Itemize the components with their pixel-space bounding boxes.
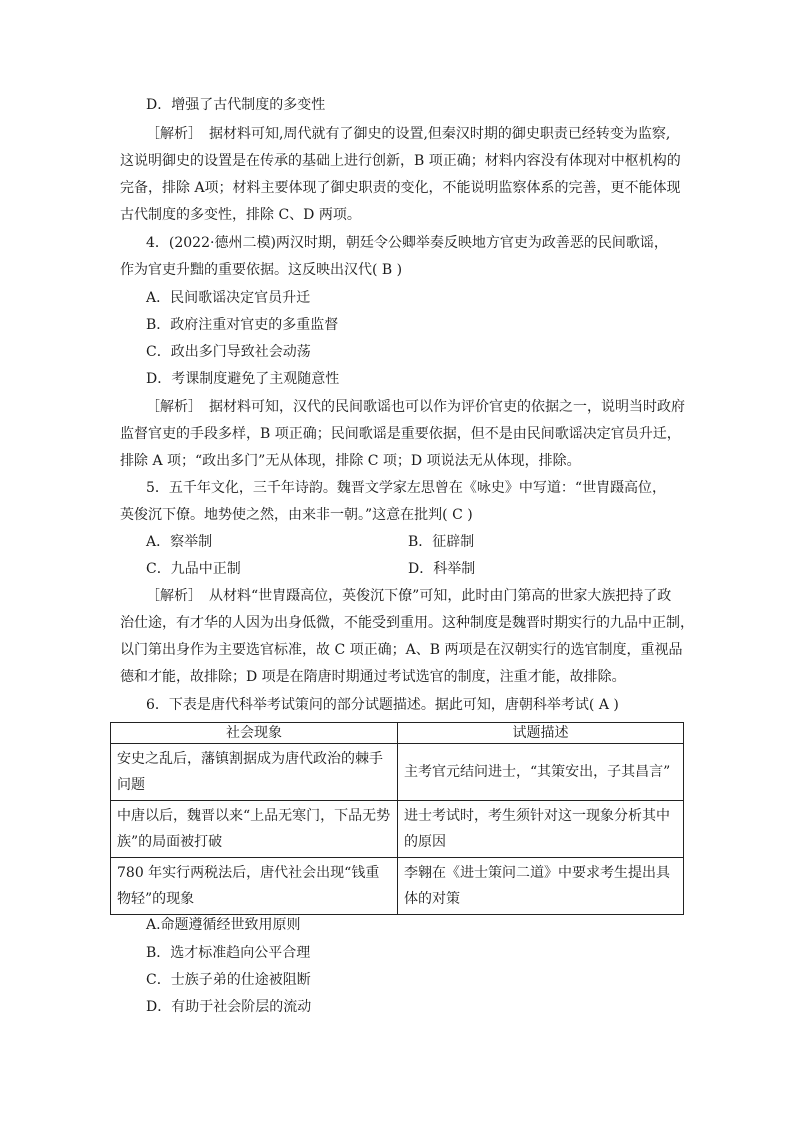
q4-analysis-line-2: 监督官吏的手段多样，B 项正确；民间歌谣是重要依据，但不是由民间歌谣决定官员升迁，	[120, 426, 681, 442]
table-header-row	[111, 723, 684, 744]
q5-option-a: A．察举制	[146, 534, 213, 550]
q6-stem: 6．下表是唐代科举考试策问的部分试题描述。据此可知，唐朝科举考试( A )	[146, 697, 619, 713]
q5-analysis-line-3: 以门第出身作为主要选官标准，故 C 项正确；A、B 两项是在汉朝实行的选官制度，重视品	[120, 642, 683, 658]
q4-option-d: D．考课制度避免了主观随意性	[146, 371, 340, 387]
q5-option-c: C．九品中正制	[146, 561, 241, 577]
q4-stem-line-1: 4．(2022·德州二模)两汉时期，朝廷令公卿举奏反映地方官吏为政善恶的民间歌谣，	[146, 235, 668, 251]
q4-option-c: C．政出多门导致社会动荡	[146, 344, 311, 360]
table-header-cell: 社会现象	[111, 723, 398, 744]
q5-stem-line-1: 5．五千年文化，三千年诗韵。魏晋文学家左思曾在《咏史》中写道：“世胄蹑高位，	[146, 480, 667, 496]
q4-analysis-line-1: ［解析］ 据材料可知，汉代的民间歌谣也可以作为评价官吏的依据之一，说明当时政府	[146, 399, 685, 415]
q4-analysis-line-3: 排除 A 项；“政出多门”无从体现，排除 C 项；D 项说法无从体现，排除。	[120, 453, 581, 469]
q3-analysis-line-1: ［解析］ 据材料可知,周代就有了御史的设置,但秦汉时期的御史职责已经转变为监察,	[146, 126, 671, 142]
q5-stem-line-2: 英俊沉下僚。地势使之然，由来非一朝。”这意在批判( C )	[120, 507, 473, 523]
table-cell: 780 年实行两税法后，唐代社会出现“钱重物轻”的现象	[111, 858, 398, 915]
q6-option-d: D．有助于社会阶层的流动	[146, 999, 312, 1015]
q4-option-a: A．民间歌谣决定官员升迁	[146, 290, 311, 306]
q5-analysis-line-4: 德和才能，故排除；D 项是在隋唐时期通过考试选官的制度，注重才能，故排除。	[120, 669, 626, 685]
q6-option-a: A.命题遵循经世致用原则	[146, 917, 301, 933]
table-row	[111, 858, 684, 915]
table-row	[111, 801, 684, 858]
table-cell: 主考官元结问进士，“其策安出，子其昌言”	[398, 744, 684, 801]
q5-analysis-line-1: ［解析］ 从材料“世胄蹑高位，英俊沉下僚”可知，此时由门第高的世家大族把持了政	[146, 588, 672, 604]
q4-stem-line-2: 作为官吏升黜的重要依据。这反映出汉代( B )	[120, 262, 403, 278]
q6-option-b: B．选才标准趋向公平合理	[146, 945, 311, 961]
table-cell: 李翱在《进士策问二道》中要求考生提出具体的对策	[398, 858, 684, 915]
q3-analysis-line-4: 古代制度的多变性，排除 C、D 两项。	[120, 207, 361, 223]
q6-table	[110, 722, 684, 915]
table-row	[111, 744, 684, 801]
q5-analysis-line-2: 治仕途，有才华的人因为出身低微，不能受到重用。这种制度是魏晋时期实行的九品中正制，	[120, 615, 694, 631]
table-cell: 中唐以后，魏晋以来“上品无寒门，下品无势族”的局面被打破	[111, 801, 398, 858]
q5-option-b: B．征辟制	[408, 534, 475, 550]
q4-option-b: B．政府注重对官吏的多重监督	[146, 317, 339, 333]
table-header-cell: 试题描述	[398, 723, 684, 744]
table-cell: 安史之乱后，藩镇割据成为唐代政治的棘手问题	[111, 744, 398, 801]
q3-option-d: D．增强了古代制度的多变性	[146, 97, 326, 113]
q5-option-d: D．科举制	[408, 561, 476, 577]
q3-analysis-line-2: 这说明御史的设置是在传承的基础上进行创新，B 项正确；材料内容没有体现对中枢机构的	[120, 153, 681, 169]
q6-option-c: C．士族子弟的仕途被阻断	[146, 972, 311, 988]
table-cell: 进士考试时，考生须针对这一现象分析其中的原因	[398, 801, 684, 858]
q3-analysis-line-3: 完备，排除 A项；材料主要体现了御史职责的变化，不能说明监察体系的完善，更不能体现	[120, 180, 681, 196]
